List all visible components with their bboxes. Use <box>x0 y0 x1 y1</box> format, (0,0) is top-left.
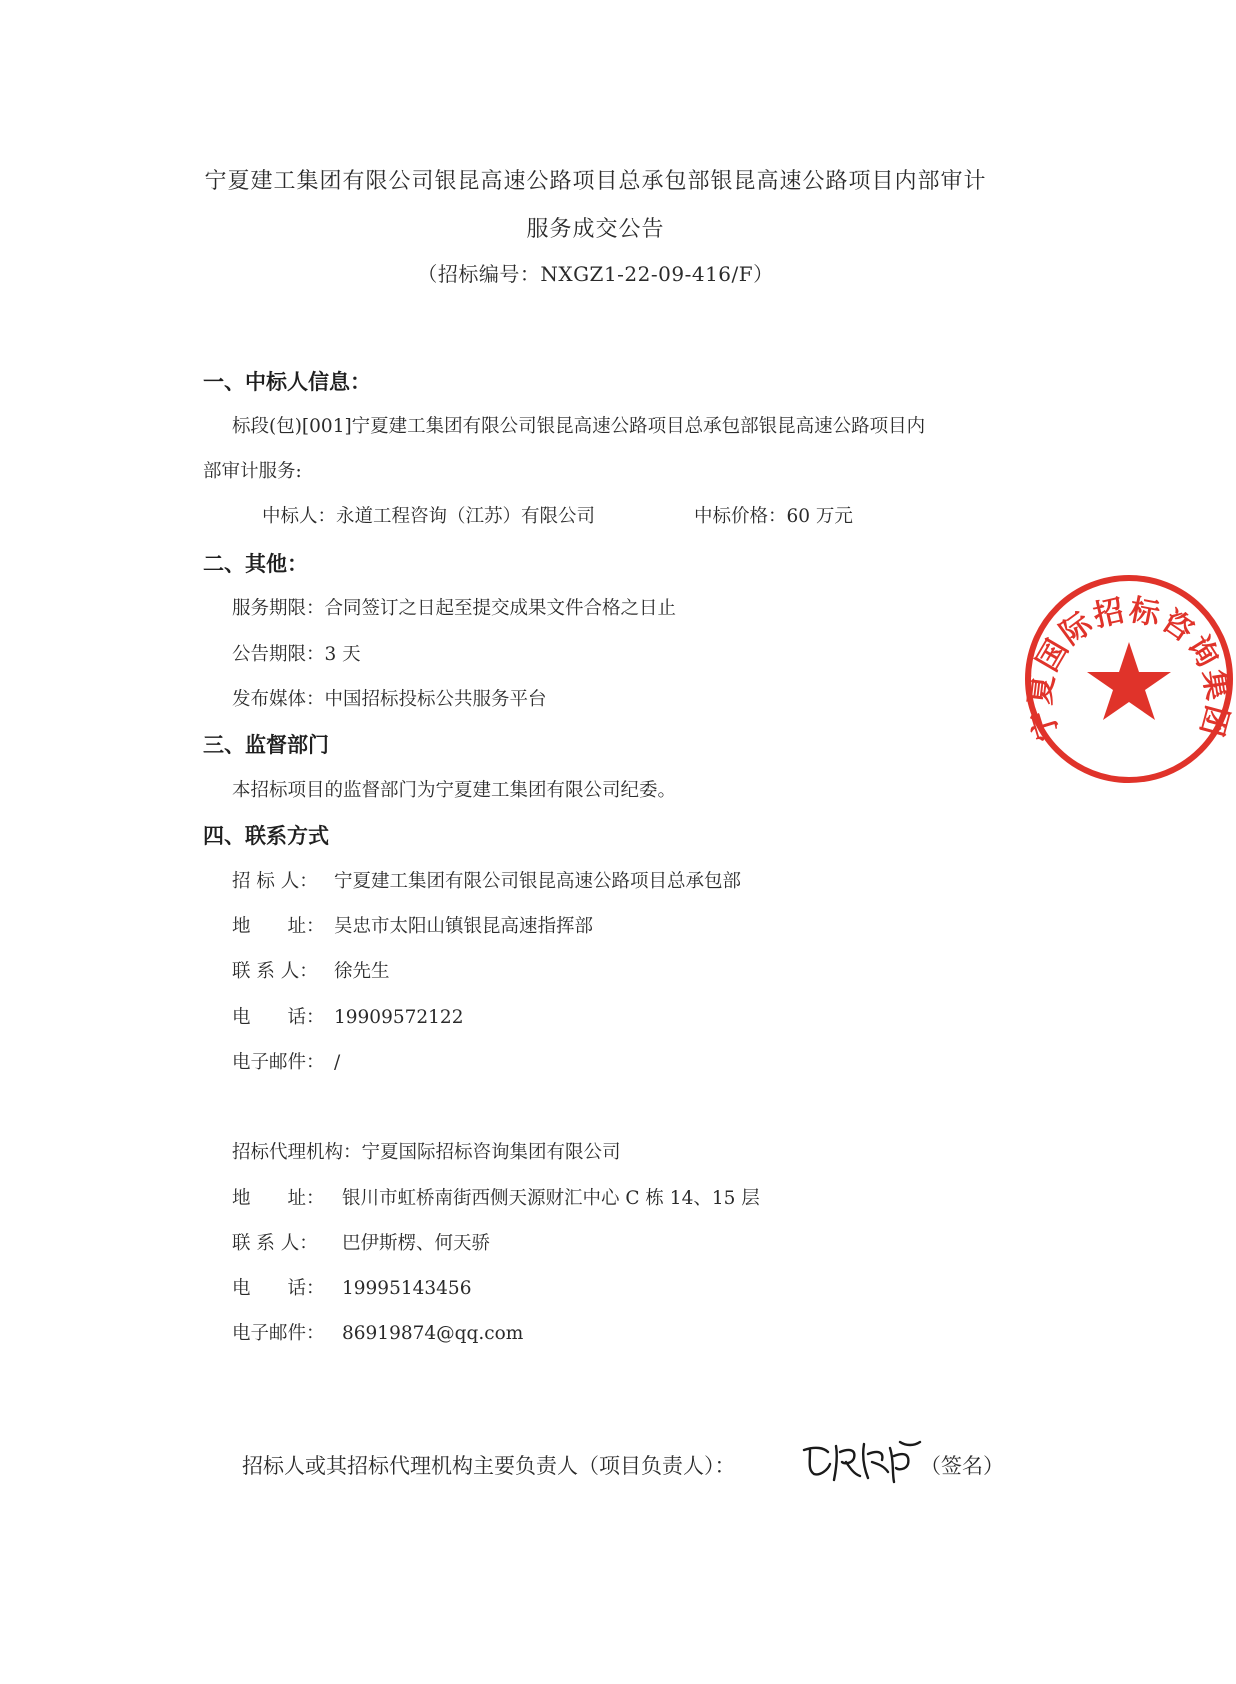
price-label: 中标价格： <box>694 506 787 527</box>
price-value: 60 万元 <box>786 506 853 527</box>
supervision-text: 本招标项目的监督部门为宁夏建工集团有限公司纪委。 <box>232 780 677 801</box>
agency-address-row <box>232 1184 760 1210</box>
publishing-media: 发布媒体：中国招标投标公共服务平台 <box>232 689 547 710</box>
tenderer-contact-value: 徐先生 <box>334 961 390 982</box>
tenderer-row <box>232 867 741 893</box>
agency-address-value: 银川市虹桥南街西侧天源财汇中心 C 栋 14、15 层 <box>342 1188 760 1209</box>
section-4-heading: 四、联系方式 <box>203 823 329 848</box>
section-1-para-line-2: 部审计服务: <box>203 461 302 482</box>
agency-phone-row <box>232 1274 471 1300</box>
service-period: 服务期限：合同签订之日起至提交成果文件合格之日止 <box>232 598 677 619</box>
svg-text:宁夏国际招标咨询集团: 宁夏国际招标咨询集团 <box>1022 592 1236 745</box>
tenderer-address-row <box>232 912 593 938</box>
tenderer-phone-label: 电 话： <box>232 1007 325 1028</box>
tenderer-address-label: 地 址： <box>232 916 325 937</box>
agency-email-label: 电子邮件： <box>232 1323 325 1344</box>
agency-email-value: 86919874@qq.com <box>342 1323 524 1344</box>
agency-contact-label: 联 系 人： <box>232 1233 318 1254</box>
tenderer-value: 宁夏建工集团有限公司银昆高速公路项目总承包部 <box>334 871 742 892</box>
agency-phone-value: 19995143456 <box>342 1278 472 1299</box>
tenderer-email-label: 电子邮件： <box>232 1052 325 1073</box>
agency-contact-row <box>232 1229 490 1255</box>
tenderer-email-value: / <box>334 1052 341 1073</box>
section-3-heading: 三、监督部门 <box>203 732 329 757</box>
tenderer-phone-row <box>232 1003 463 1029</box>
agency-contact-value: 巴伊斯楞、何天骄 <box>342 1233 491 1254</box>
agency-email-row <box>232 1319 523 1345</box>
title-line-1: 宁夏建工集团有限公司银昆高速公路项目总承包部银昆高速公路项目内部审计 <box>204 169 987 194</box>
tender-number: （招标编号：NXGZ1-22-09-416/F） <box>417 262 774 286</box>
tenderer-email-row <box>232 1048 340 1074</box>
agency-row <box>232 1138 621 1164</box>
notice-period: 公告期限：3 天 <box>232 644 361 665</box>
section-1-para-line-1: 标段(包)[001]宁夏建工集团有限公司银昆高速公路项目总承包部银昆高速公路项目内 <box>232 416 926 437</box>
tenderer-address-value: 吴忠市太阳山镇银昆高速指挥部 <box>334 916 594 937</box>
signature-suffix: （签名） <box>920 1454 1004 1478</box>
winner-row <box>262 502 595 528</box>
agency-address-label: 地 址： <box>232 1188 325 1209</box>
tenderer-contact-label: 联 系 人： <box>232 961 318 982</box>
tenderer-contact-row <box>232 957 390 983</box>
agency-value: 宁夏国际招标咨询集团有限公司 <box>361 1142 621 1163</box>
agency-phone-label: 电 话： <box>232 1278 325 1299</box>
company-seal-stamp <box>1022 572 1236 786</box>
agency-label: 招标代理机构： <box>232 1142 362 1163</box>
price-row <box>694 502 853 528</box>
winner-value: 永道工程咨询（江苏）有限公司 <box>336 506 596 527</box>
section-1-heading: 一、中标人信息： <box>203 369 371 394</box>
handwritten-signature <box>798 1436 926 1488</box>
tenderer-label: 招 标 人： <box>232 871 318 892</box>
title-line-2: 服务成交公告 <box>526 217 665 242</box>
winner-label: 中标人： <box>262 506 337 527</box>
section-2-heading: 二、其他： <box>203 551 308 576</box>
signature-prompt: 招标人或其招标代理机构主要负责人（项目负责人）： <box>242 1454 736 1478</box>
tenderer-phone-value: 19909572122 <box>334 1007 464 1028</box>
